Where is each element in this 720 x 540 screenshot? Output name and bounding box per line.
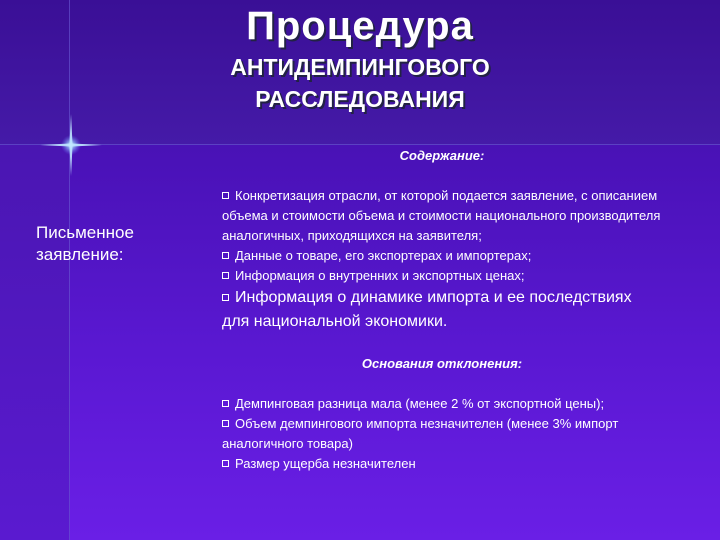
list-item xyxy=(222,394,662,414)
left-band xyxy=(0,145,70,540)
list-item-text: Размер ущерба незначителен xyxy=(235,456,416,471)
spacer xyxy=(222,334,662,354)
list-item xyxy=(222,454,662,474)
spacer xyxy=(222,166,662,186)
content-heading: Содержание: xyxy=(399,148,485,163)
list-item-text: Конкретизация отрасли, от которой подается заявление, с описанием объема и стоимости объема и стоимости национального производителя аналогичных, приходящихся на заявителя; xyxy=(222,188,661,243)
sparkle-star-icon xyxy=(40,114,102,176)
list-item-text: Информация о динамике импорта и ее последствиях для национальной экономики. xyxy=(222,289,632,330)
bullet-square-icon xyxy=(222,294,229,301)
bullet-square-icon xyxy=(222,420,229,427)
list-item xyxy=(222,246,662,266)
list-item xyxy=(222,266,662,286)
horizontal-divider xyxy=(0,144,720,145)
list-item xyxy=(222,414,662,454)
page-title: Процедура xyxy=(246,4,474,48)
list-item-text: Демпинговая разница мала (менее 2 % от экспортной цены); xyxy=(235,396,605,411)
page-subtitle-line2: РАССЛЕДОВАНИЯ xyxy=(255,86,465,112)
rejection-heading: Основания отклонения: xyxy=(361,356,523,371)
list-item-text: Данные о товаре, его экспортерах и импортерах; xyxy=(235,248,532,263)
list-item-text: Информация о внутренних и экспортных ценах; xyxy=(235,268,525,283)
bullet-square-icon xyxy=(222,400,229,407)
page-subtitle-line1: АНТИДЕМПИНГОВОГО xyxy=(230,54,490,80)
vertical-divider xyxy=(69,0,70,540)
bullet-square-icon xyxy=(222,192,229,199)
bullet-square-icon xyxy=(222,272,229,279)
list-item xyxy=(222,286,662,334)
left-label: Письменное заявление: xyxy=(36,223,134,264)
list-item xyxy=(222,186,662,246)
list-item-text: Объем демпингового импорта незначителен (менее 3% импорт аналогичного товара) xyxy=(222,416,619,451)
bullet-square-icon xyxy=(222,252,229,259)
content-block xyxy=(222,146,662,474)
spacer xyxy=(222,374,662,394)
bullet-square-icon xyxy=(222,460,229,467)
